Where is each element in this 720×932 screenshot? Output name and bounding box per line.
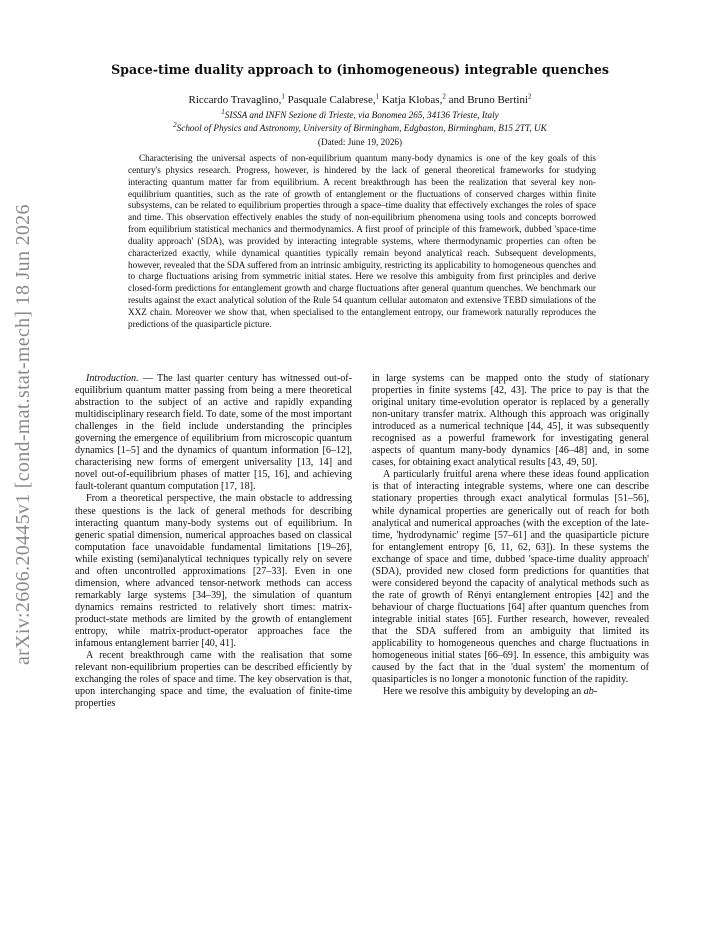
body-paragraph-2: A particularly fruitful arena where these ideas found application is that of interacting integrable systems, where one can describe stationary properties through exact analytical formulas [51–56], while dynamical properties are generically out of reach for both analytical and numerical approaches (with the exception of the late-time, 'hydrodynamic' regime [57–61] and the quasiparticle picture for entanglement entropy [6, 11, 62, 63]). In these systems the exchange of space and time, dubbed 'space-time duality approach' (SDA), provided new closed form predictions for quantities that were considered beyond the capacity of analytical methods such as the rate of growth of Rényi entanglement entropies [42] and the behaviour of charge fluctuations [64] after quantum quenches from integrable initial states [65]. Further research, however, revealed that the SDA suffered from an ambiguity that limited its applicability to homogeneous quenches and charge fluctuations in homogeneous initial states [66–69]. In essence, this ambiguity was caused by the fact that in the 'dual system' the momentum of quasiparticles is no longer a monotonic function of the rapidity. (372, 469, 649, 686)
body-paragraph-3 (372, 686, 649, 698)
date-line: (Dated: June 19, 2026) (317, 137, 403, 147)
affiliation-text: SISSA and INFN Sezione di Trieste, via Bonomea 265, 34136 Trieste, Italy (224, 110, 499, 120)
affiliation-mark: 1 (221, 107, 225, 116)
paragraph-text: — The last quarter century has witnessed out-of-equilibrium quantum matter passing from being a mere theoretical abstraction to the subject of an active and rapidly expanding multidisciplinary research field. To date, some of the most important challenges in the field include understanding the principles governing the emergence of equilibrium from microscopic quantum dynamics [1–5] and the dynamics of quantum information [6–12], characterising new forms of emergent universality [13, 14] and novel out-of-equilibrium phases of matter [15, 16], and achieving fault-tolerant quantum computation [17, 18]. (75, 373, 352, 493)
author-name: Riccardo Travaglino, (188, 94, 282, 106)
author-name: and Bruno Bertini (448, 94, 529, 106)
section-lead: Introduction. (86, 373, 139, 384)
affiliation-mark: 1 (281, 92, 285, 101)
arxiv-identifier: arXiv:2606.20445v1 [cond-mat.stat-mech] 18 Jun 2026 (12, 204, 34, 665)
paragraph-text-italic: ab- (583, 686, 598, 698)
author-name: Katja Klobas, (381, 94, 443, 106)
author-name: Pasquale Calabrese, (287, 94, 376, 106)
affiliation-mark: 2 (173, 120, 177, 129)
affiliation-mark: 2 (442, 92, 446, 101)
author-list (80, 93, 640, 107)
affiliation-1 (80, 109, 640, 121)
paragraph-text: Here we resolve this ambiguity by developing an (383, 686, 584, 698)
intro-paragraph-3: A recent breakthrough came with the realisation that some relevant non-equilibrium properties can be described efficiently by exchanging the roles of space and time. The key observation is that, upon interchanging space and time, the evaluation of finite-time properties (75, 650, 352, 710)
affiliation-text: School of Physics and Astronomy, University of Birmingham, Edgbaston, Birmingham, B15 2TT, UK (176, 123, 547, 133)
abstract: Characterising the universal aspects of non-equilibrium quantum many-body dynamics is one of the key goals of this century's physics research. Progress, however, is hindered by the lack of general theoretical frameworks for studying interacting quantum matter far from equilibrium. A recent breakthrough has been the realization that several key non-equilibrium quantities, such as the rate of growth of entanglement or the fluctuations of conserved charges within finite subsystems, can be related to equilibrium properties through a space–time duality that effectively exchanges the roles of space and time. This observation effectively enables the study of non-equilibrium phenomena using tools and concepts borrowed from equilibrium statistical mechanics and thermodynamics. A first proof of principle of this framework, dubbed 'space-time duality approach' (SDA), was provided by interacting integrable systems, where thermodynamic properties can often be characterized exactly, while dynamical quantities typically remain beyond analytical reach. Subsequent developments, however, revealed that the SDA suffered from an intrinsic ambiguity, restricting its applicability to homogeneous quenches and to charge fluctuations arising from symmetric initial states. Here we resolve this ambiguity from first principles and derive closed-form predictions for entanglement growth and charge fluctuations after general quantum quenches. We benchmark our results against the exact analytical solution of the Rule 54 quantum cellular automaton and extensive TEBD simulations of the XXZ chain. Moreover we show that, when specialised to the entanglement entropy, our framework naturally reproduces the predictions of the quasiparticle picture. (128, 153, 596, 329)
intro-paragraph-1 (75, 373, 352, 493)
left-column (75, 373, 352, 710)
intro-paragraph-2: From a theoretical perspective, the main obstacle to addressing these questions is the lack of general methods for describing interacting quantum many-body systems out of equilibrium. In generic spatial dimension, numerical approaches based on classical computation face unavoidable fundamental limitations [19–26], while existing (semi)analytical techniques typically rely on severe and often uncontrolled approximations [27–33]. Even in one dimension, where advanced tensor-network methods can access remarkably large systems [34–39], the simulation of quantum dynamics remains restricted to relatively short times: matrix-product-state methods are limited by the growth of entanglement entropy, while matrix-product-operator approaches face the infamous entanglement barrier [40, 41]. (75, 493, 352, 650)
affiliation-mark: 2 (528, 92, 532, 101)
body-paragraph-1: in large systems can be mapped onto the study of stationary properties in finite systems [42, 43]. The price to pay is that the original unitary time-evolution operator is replaced by a generally non-unitary transfer matrix. Although this approach was originally introduced as a numerical technique [44, 45], it was subsequently recognised as a powerful framework for investigating general aspects of quantum many-body dynamics [46–48] and, in some cases, for obtaining exact analytical results [43, 49, 50]. (372, 373, 649, 469)
affiliation-mark: 1 (375, 92, 380, 101)
affiliation-2 (80, 122, 640, 134)
paper-title: Space-time duality approach to (inhomogeneous) integrable quenches (111, 62, 609, 77)
right-column (372, 373, 649, 698)
